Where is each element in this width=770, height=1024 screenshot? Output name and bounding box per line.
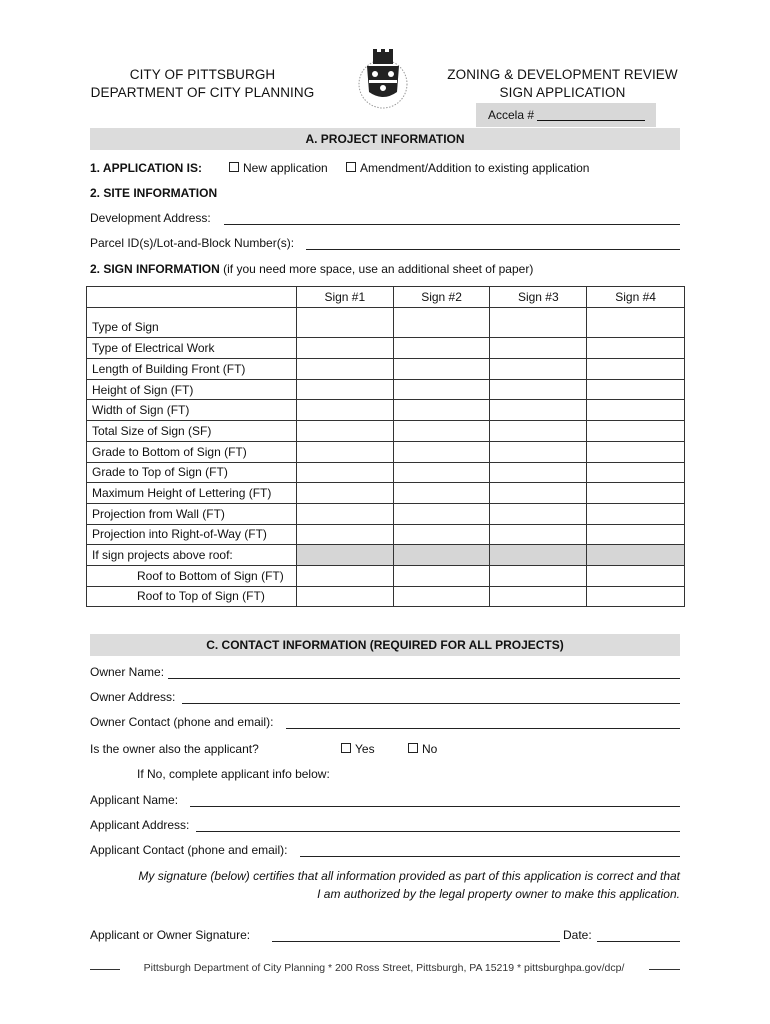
footer-rule-left xyxy=(90,969,120,970)
owner-address-label: Owner Address: xyxy=(90,690,176,704)
sign-info-note: (if you need more space, use an additional sheet of paper) xyxy=(223,262,534,276)
signature-label: Applicant or Owner Signature: xyxy=(90,928,251,942)
shaded-cell xyxy=(296,545,393,566)
column-header: Sign #3 xyxy=(490,287,587,308)
section-a-header: A. PROJECT INFORMATION xyxy=(90,128,680,150)
shaded-cell xyxy=(393,545,490,566)
table-cell[interactable] xyxy=(393,503,490,524)
header-left xyxy=(80,66,325,102)
development-address-label: Development Address: xyxy=(90,211,211,225)
option-yes[interactable] xyxy=(341,742,375,756)
applicant-name-field[interactable] xyxy=(190,806,680,807)
row-label: Projection from Wall (FT) xyxy=(87,503,297,524)
table-cell[interactable] xyxy=(490,483,587,504)
applicant-name-label: Applicant Name: xyxy=(90,793,179,807)
table-row xyxy=(87,545,685,566)
table-cell[interactable] xyxy=(296,441,393,462)
table-cell[interactable] xyxy=(490,379,587,400)
table-cell[interactable] xyxy=(393,338,490,359)
checkbox-amendment[interactable] xyxy=(346,162,356,172)
table-cell[interactable] xyxy=(393,524,490,545)
site-info-heading: 2. SITE INFORMATION xyxy=(90,186,218,200)
table-cell[interactable] xyxy=(587,483,685,504)
row-label: Height of Sign (FT) xyxy=(87,379,297,400)
table-cell[interactable] xyxy=(587,359,685,380)
footer-text: Pittsburgh Department of City Planning * 200 Ross Street, Pittsburgh, PA 15219 * pittsburghpa.gov/dcp/ xyxy=(143,962,625,974)
row-label: Length of Building Front (FT) xyxy=(87,359,297,380)
row-label: Grade to Bottom of Sign (FT) xyxy=(87,441,297,462)
table-cell[interactable] xyxy=(296,359,393,380)
table-cell[interactable] xyxy=(490,359,587,380)
table-cell[interactable] xyxy=(490,441,587,462)
header-right xyxy=(440,66,685,102)
table-cell[interactable] xyxy=(490,586,587,607)
table-cell[interactable] xyxy=(393,483,490,504)
row-label: If sign projects above roof: xyxy=(87,545,297,566)
table-cell[interactable] xyxy=(490,400,587,421)
table-cell[interactable] xyxy=(587,565,685,586)
table-cell[interactable] xyxy=(490,503,587,524)
table-cell[interactable] xyxy=(393,586,490,607)
table-cell[interactable] xyxy=(296,317,393,338)
table-row xyxy=(87,359,685,380)
owner-address-field[interactable] xyxy=(182,703,680,704)
row-label: Projection into Right-of-Way (FT) xyxy=(87,524,297,545)
shaded-cell xyxy=(587,545,685,566)
option-no[interactable] xyxy=(408,742,437,756)
table-cell[interactable] xyxy=(587,317,685,338)
table-cell[interactable] xyxy=(296,565,393,586)
table-cell[interactable] xyxy=(490,462,587,483)
table-cell[interactable] xyxy=(490,317,587,338)
table-row xyxy=(87,421,685,442)
option-amendment[interactable] xyxy=(346,161,589,175)
column-header: Sign #2 xyxy=(393,287,490,308)
table-row xyxy=(87,338,685,359)
row-label: Maximum Height of Lettering (FT) xyxy=(87,483,297,504)
table-cell[interactable] xyxy=(490,338,587,359)
option-new-application[interactable] xyxy=(229,161,328,175)
table-row xyxy=(87,483,685,504)
if-no-instruction: If No, complete applicant info below: xyxy=(137,767,330,781)
applicant-contact-label: Applicant Contact (phone and email): xyxy=(90,843,288,857)
table-cell[interactable] xyxy=(490,565,587,586)
accela-label: Accela # xyxy=(488,108,535,122)
table-cell[interactable] xyxy=(296,524,393,545)
applicant-address-field[interactable] xyxy=(196,831,680,832)
table-cell[interactable] xyxy=(587,441,685,462)
applicant-contact-field[interactable] xyxy=(300,856,680,857)
option-yes-label: Yes xyxy=(355,742,375,756)
table-cell[interactable] xyxy=(296,379,393,400)
city-seal-logo xyxy=(355,48,411,112)
table-cell[interactable] xyxy=(296,421,393,442)
option-new-label: New application xyxy=(243,161,328,175)
table-cell[interactable] xyxy=(296,586,393,607)
certification-line-1: My signature (below) certifies that all information provided as part of this application is correct and that xyxy=(138,869,680,883)
certification-statement xyxy=(80,867,680,903)
row-label: Roof to Bottom of Sign (FT) xyxy=(87,565,297,586)
table-cell[interactable] xyxy=(296,483,393,504)
table-cell[interactable] xyxy=(490,421,587,442)
form-division: ZONING & DEVELOPMENT REVIEW xyxy=(447,67,678,82)
form-title: SIGN APPLICATION xyxy=(499,85,626,100)
table-header-row xyxy=(87,287,685,308)
checkbox-no[interactable] xyxy=(408,743,418,753)
accela-number-field[interactable] xyxy=(537,120,645,121)
date-field[interactable] xyxy=(597,941,680,942)
checkbox-new-application[interactable] xyxy=(229,162,239,172)
row-label: Type of Electrical Work xyxy=(87,338,297,359)
table-cell[interactable] xyxy=(587,524,685,545)
sign-info-heading xyxy=(90,262,533,276)
table-cell[interactable] xyxy=(393,421,490,442)
row-label: Total Size of Sign (SF) xyxy=(87,421,297,442)
parcel-id-label: Parcel ID(s)/Lot-and-Block Number(s): xyxy=(90,236,295,250)
owner-contact-field[interactable] xyxy=(286,728,680,729)
table-row xyxy=(87,441,685,462)
row-label: Grade to Top of Sign (FT) xyxy=(87,462,297,483)
owner-name-label: Owner Name: xyxy=(90,665,165,679)
footer-rule-right xyxy=(649,969,680,970)
option-no-label: No xyxy=(422,742,438,756)
sign-info-title: 2. SIGN INFORMATION xyxy=(90,262,220,276)
header-blank-cell xyxy=(87,287,297,308)
table-row xyxy=(87,462,685,483)
table-cell[interactable] xyxy=(393,359,490,380)
table-row xyxy=(87,586,685,607)
table-cell[interactable] xyxy=(296,400,393,421)
date-label: Date: xyxy=(563,928,592,942)
certification-line-2: I am authorized by the legal property owner to make this application. xyxy=(317,887,680,901)
row-label: Roof to Top of Sign (FT) xyxy=(87,586,297,607)
table-cell[interactable] xyxy=(393,462,490,483)
parcel-id-field[interactable] xyxy=(306,249,680,250)
table-cell[interactable] xyxy=(587,586,685,607)
checkbox-yes[interactable] xyxy=(341,743,351,753)
table-cell[interactable] xyxy=(587,503,685,524)
sign-information-table xyxy=(86,286,685,607)
table-cell[interactable] xyxy=(587,421,685,442)
table-cell[interactable] xyxy=(587,400,685,421)
application-is-label: 1. APPLICATION IS: xyxy=(90,161,203,175)
table-cell[interactable] xyxy=(296,338,393,359)
accela-box xyxy=(476,103,656,127)
owner-name-field[interactable] xyxy=(168,678,680,679)
table-cell[interactable] xyxy=(296,503,393,524)
owner-contact-label: Owner Contact (phone and email): xyxy=(90,715,274,729)
applicant-address-label: Applicant Address: xyxy=(90,818,190,832)
shaded-cell xyxy=(490,545,587,566)
table-cell[interactable] xyxy=(587,379,685,400)
table-cell[interactable] xyxy=(296,462,393,483)
table-cell[interactable] xyxy=(393,441,490,462)
table-cell[interactable] xyxy=(587,462,685,483)
table-row xyxy=(87,379,685,400)
table-cell[interactable] xyxy=(393,400,490,421)
city-name: CITY OF PITTSBURGH xyxy=(129,67,276,82)
table-row xyxy=(87,524,685,545)
table-row xyxy=(87,565,685,586)
department-name: DEPARTMENT OF CITY PLANNING xyxy=(90,85,315,100)
table-row xyxy=(87,317,685,338)
option-amendment-label: Amendment/Addition to existing application xyxy=(360,161,590,175)
table-cell[interactable] xyxy=(393,317,490,338)
signature-field[interactable] xyxy=(272,941,560,942)
spacer-row xyxy=(87,307,685,317)
section-c-header: C. CONTACT INFORMATION (REQUIRED FOR ALL PROJECTS) xyxy=(90,634,680,656)
table-row xyxy=(87,503,685,524)
column-header: Sign #4 xyxy=(587,287,685,308)
column-header: Sign #1 xyxy=(296,287,393,308)
table-cell[interactable] xyxy=(587,338,685,359)
table-row xyxy=(87,400,685,421)
development-address-field[interactable] xyxy=(224,224,680,225)
row-label: Type of Sign xyxy=(87,317,297,338)
row-label: Width of Sign (FT) xyxy=(87,400,297,421)
table-cell[interactable] xyxy=(393,565,490,586)
table-cell[interactable] xyxy=(490,524,587,545)
table-cell[interactable] xyxy=(393,379,490,400)
owner-is-applicant-label: Is the owner also the applicant? xyxy=(90,742,259,756)
